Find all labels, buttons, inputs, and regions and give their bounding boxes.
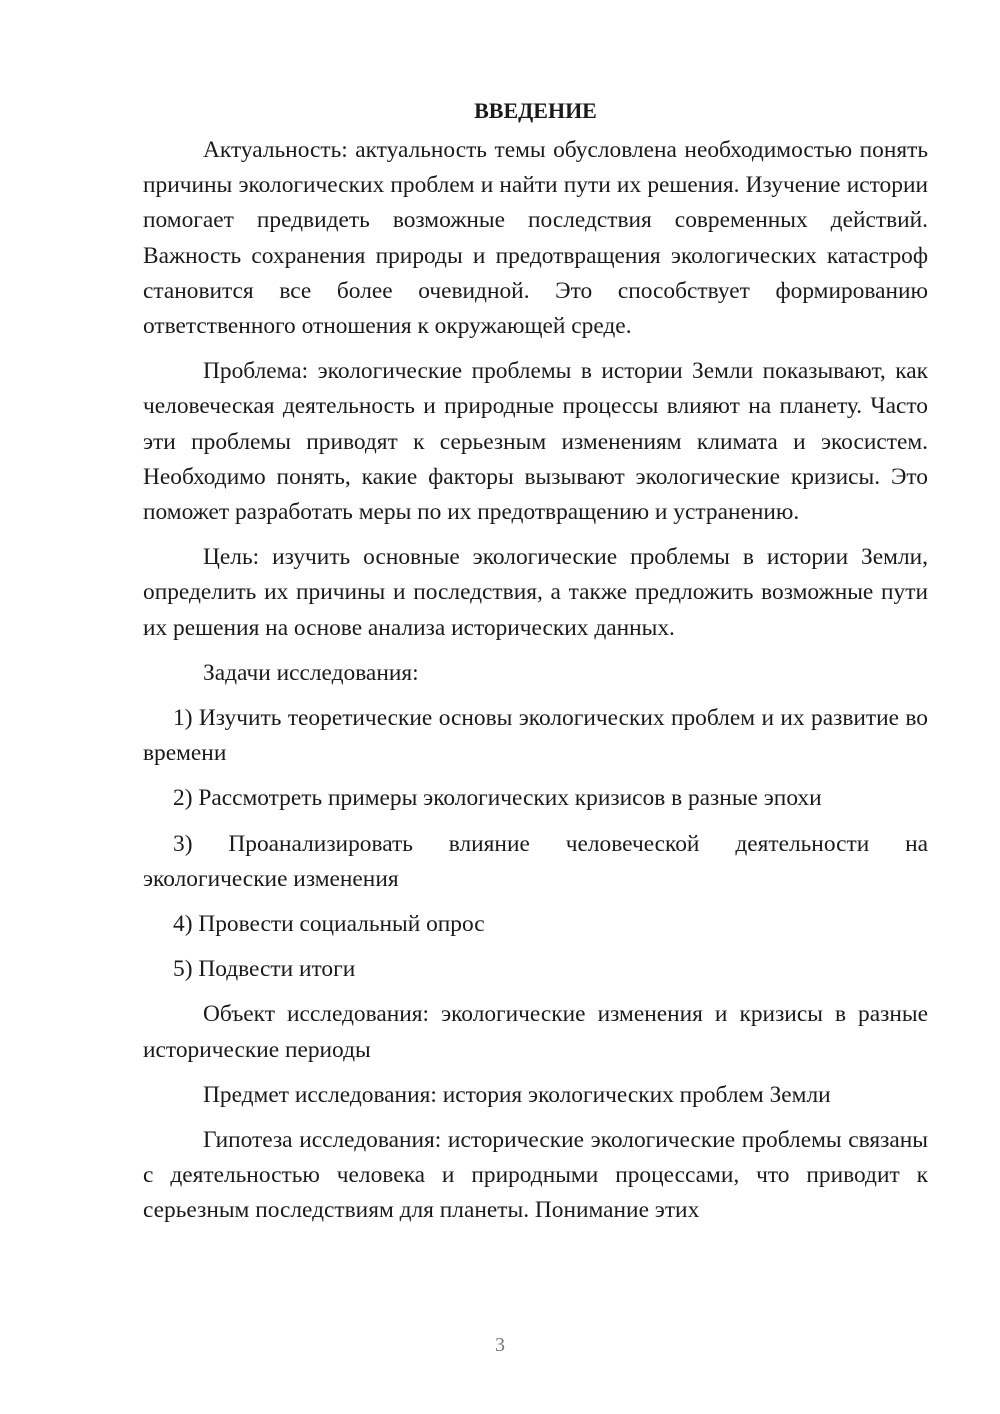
page-title: ВВЕДЕНИЕ bbox=[474, 98, 597, 123]
hypothesis-paragraph: Гипотеза исследования: исторические экологические проблемы связаны с деятельностью человека и природными процессами, что приводит к серьезным последствиям для планеты. Понимание этих bbox=[143, 1127, 928, 1224]
problem-paragraph: Проблема: экологические проблемы в истории Земли показывают, как человеческая деятельность и природные процессы влияют на планету. Часто эти проблемы приводят к серьезным изменениям климата и экосистем. Необходимо понять, какие факторы вызывают экологические кризисы. Это поможет разработать меры по их предотвращению и устранению. bbox=[143, 358, 928, 526]
subject-paragraph: Предмет исследования: история экологических проблем Земли bbox=[203, 1081, 831, 1108]
task-item-4: 4) Провести социальный опрос bbox=[173, 911, 485, 938]
task-item-5: 5) Подвести итоги bbox=[173, 956, 356, 983]
task-item-3: 3) Проанализировать влияние человеческой деятельности на экологические изменения bbox=[143, 830, 928, 892]
page-number: 3 bbox=[495, 1334, 505, 1356]
object-paragraph: Объект исследования: экологические изменения и кризисы в разные исторические периоды bbox=[143, 1001, 928, 1063]
relevance-paragraph: Актуальность: актуальность темы обусловлена необходимостью понять причины экологических проблем и найти пути их решения. Изучение истории помогает предвидеть возможные последствия современных действий. Важность сохранения природы и предотвращения экологических катастроф становится все более очевидной. Это способствует формированию ответственного отношения к окружающей среде. bbox=[143, 137, 928, 340]
page-content bbox=[143, 95, 928, 1239]
task-item-1: 1) Изучить теоретические основы экологических проблем и их развитие во времени bbox=[143, 705, 928, 767]
tasks-heading: Задачи исследования: bbox=[203, 659, 419, 686]
goal-paragraph: Цель: изучить основные экологические проблемы в истории Земли, определить их причины и последствия, а также предложить возможные пути их решения на основе анализа исторических данных. bbox=[143, 544, 928, 641]
task-item-2: 2) Рассмотреть примеры экологических кризисов в разные эпохи bbox=[173, 785, 822, 812]
